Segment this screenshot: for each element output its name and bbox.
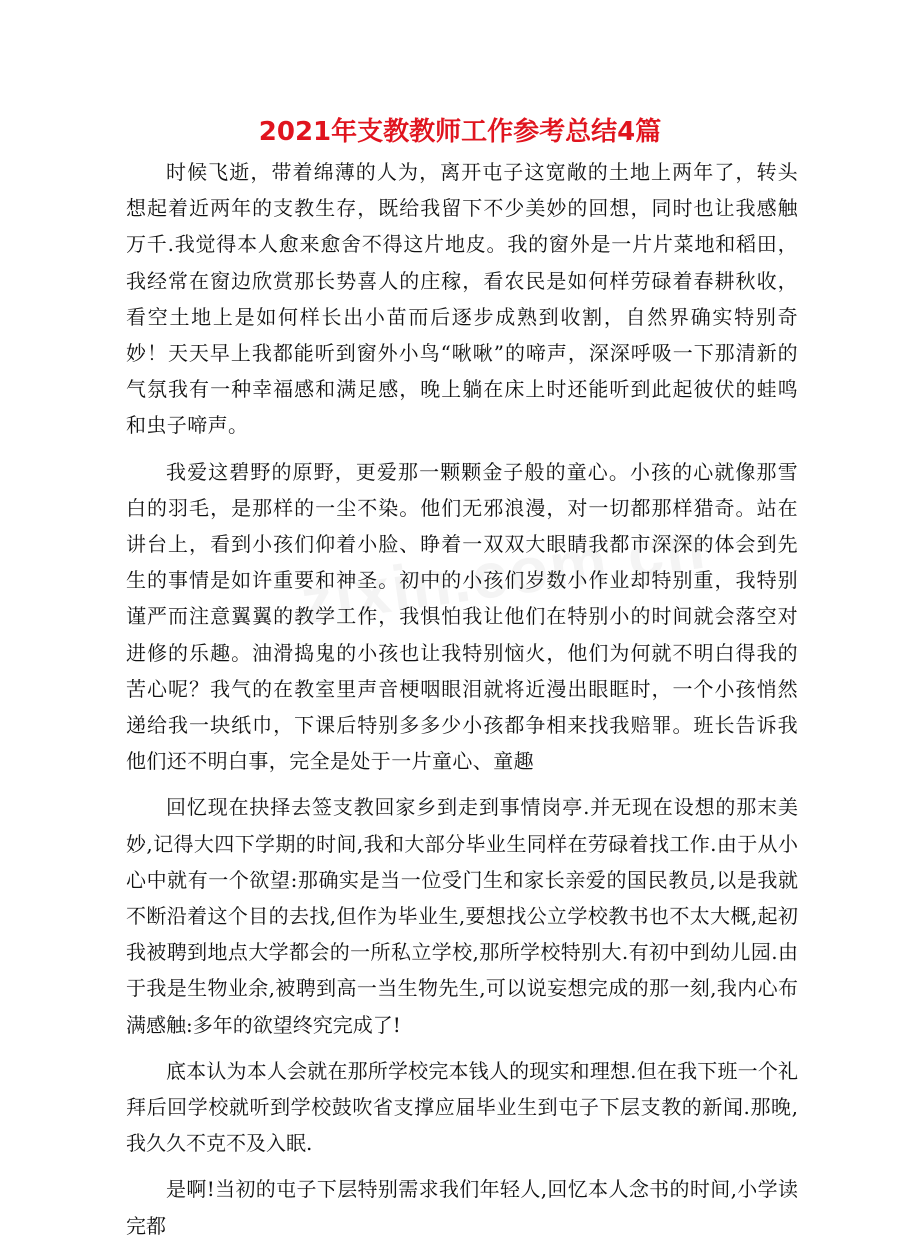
paragraph: 我爱这碧野的原野，更爱那一颗颗金子般的童心。小孩的心就像那雪白的羽毛，是那样的一尘不染。他们无邪浪漫，对一切都那样猎奇。站在讲台上，看到小孩们仰着小脸、睁着一双双大眼睛我都市深深的体会到先生的事情是如许重要和神圣。初中的小孩们岁数小作业却特别重，我特别谨严而注意翼翼的教学工作，我惧怕我让他们在特别小的时间就会落空对进修的乐趣。油滑捣鬼的小孩也让我特别恼火，他们为何就不明白得我的苦心呢？我气的在教室里声音梗咽眼泪就将近漫出眼眶时，一个小孩悄然递给我一块纸巾，下课后特别多多少小孩都争相来找我赔罪。班长告诉我他们还不明白事，完全是处于一片童心、童趣 (126, 459, 798, 774)
paragraph: 是啊!当初的屯子下层特别需求我们年轻人,回忆本人念书的时间,小学读完都 (126, 1177, 798, 1238)
document-title: 2021年支教教师工作参考总结4篇 (258, 117, 662, 147)
paragraph: 底本认为本人会就在那所学校完本钱人的现实和理想.但在我下班一个礼拜后回学校就听到学校鼓吹省支撑应届毕业生到屯子下层支教的新闻.那晚,我久久不克不及入眠. (126, 1058, 798, 1156)
document-body (126, 154, 798, 1254)
paragraph: 时候飞逝，带着绵薄的人为，离开屯子这宽敞的土地上两年了，转头想起着近两年的支教生存，既给我留下不少美妙的回想，同时也让我感触万千.我觉得本人愈来愈舍不得这片地皮。我的窗外是一片片菜地和稻田，我经常在窗边欣赏那长势喜人的庄稼，看农民是如何样劳碌着春耕秋收，看空土地上是如何样长出小苗而后逐步成熟到收割，自然界确实特别奇妙！天天早上我都能听到窗外小鸟“啾啾”的啼声，深深呼吸一下那清新的气氛我有一种幸福感和满足感，晚上躺在床上时还能听到此起彼伏的蛙鸣和虫子啼声。 (126, 160, 798, 438)
paragraph: 回忆现在抉择去签支教回家乡到走到事情岗亭.并无现在设想的那末美妙,记得大四下学期的时间,我和大部分毕业生同样在劳碌着找工作.由于从小心中就有一个欲望:那确实是当一位受门生和家长亲爱的国民教员,以是我就不断沿着这个目的去找,但作为毕业生,要想找公立学校教书也不太大概,起初我被聘到地点大学都会的一所私立学校,那所学校特别大.有初中到幼儿园.由于我是生物业余,被聘到高一当生物先生,可以说妄想完成的那一刻,我内心布满感触:多年的欲望终究完成了! (126, 795, 798, 1037)
